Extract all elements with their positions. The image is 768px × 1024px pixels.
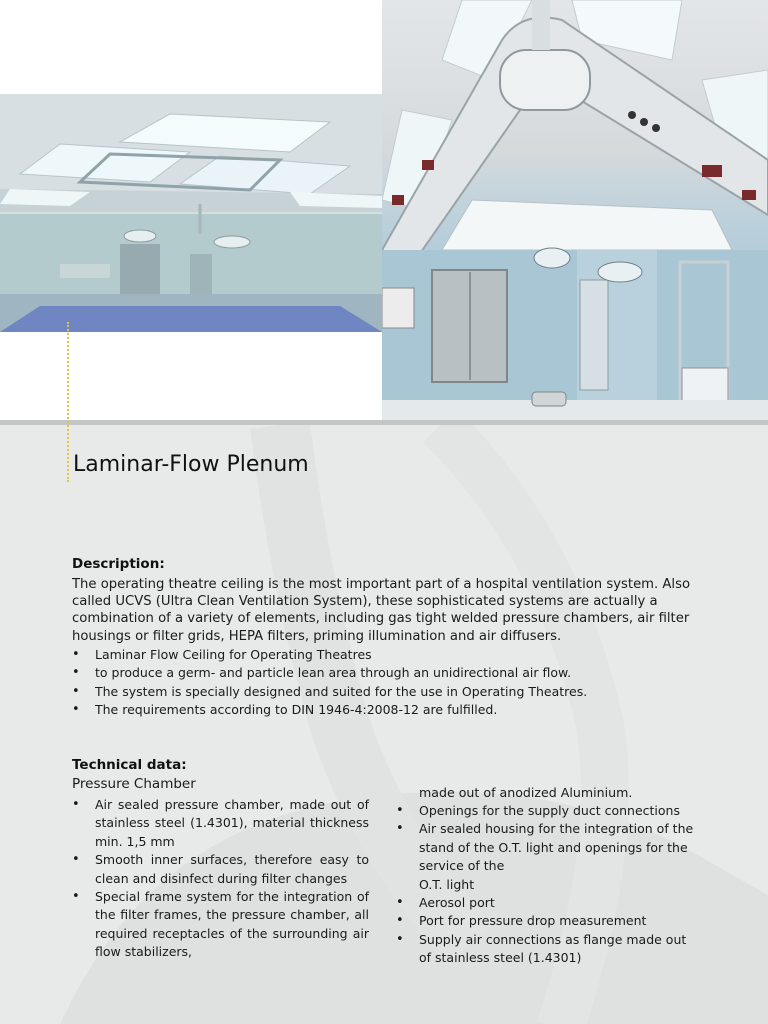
description-bullet-list bbox=[72, 646, 712, 720]
list-item: • Air sealed housing for the integration of the stand of the O.T. light and openings for the service of the O.T. light bbox=[396, 820, 696, 894]
technical-right-list bbox=[396, 802, 696, 968]
list-item: • The system is specially designed and suited for the use in Operating Theatres. bbox=[72, 683, 712, 701]
operating-theatre-ceiling-photo-icon bbox=[382, 0, 768, 420]
operating-theatre-wide-photo bbox=[0, 94, 382, 332]
list-item: • The requirements according to DIN 1946-4:2008-12 are fulfilled. bbox=[72, 701, 712, 719]
list-item: • Special frame system for the integration of the filter frames, the pressure chamber, all required receptacles of the surrounding air flow stabilizers, bbox=[72, 888, 369, 962]
list-item: • to produce a germ- and particle lean area through an unidirectional air flow. bbox=[72, 664, 712, 682]
page-title: Laminar-Flow Plenum bbox=[73, 452, 309, 477]
operating-theatre-ceiling-photo bbox=[382, 0, 768, 420]
accent-dotted-line bbox=[67, 322, 69, 482]
description-paragraph: The operating theatre ceiling is the most important part of a hospital ventilation system. Also called UCVS (Ultra Clean Ventilation System), these sophisticated systems are actually a combination of a variety of elements, including gas tight welded pressure chambers, air filter housings or filter grids, HEPA filters, priming illumination and air diffusers. bbox=[72, 577, 691, 644]
list-item: • Openings for the supply duct connections bbox=[396, 802, 696, 820]
list-item: • Air sealed pressure chamber, made out of stainless steel (1.4301), material thickness min. 1,5 mm bbox=[72, 796, 369, 851]
pressure-chamber-subheading: Pressure Chamber bbox=[72, 776, 196, 792]
list-item: • Supply air connections as flange made out of stainless steel (1.4301) bbox=[396, 931, 696, 968]
list-item: • Smooth inner surfaces, therefore easy to clean and disinfect during filter changes bbox=[72, 851, 369, 888]
operating-theatre-ceiling-photo-icon bbox=[0, 94, 382, 332]
technical-right-lead: made out of anodized Aluminium. bbox=[419, 785, 633, 800]
list-item: • Port for pressure drop measurement bbox=[396, 912, 696, 930]
technical-left-list bbox=[72, 796, 369, 962]
list-item: • Laminar Flow Ceiling for Operating Theatres bbox=[72, 646, 712, 664]
technical-data-heading: Technical data: bbox=[72, 757, 187, 773]
list-item: • Aerosol port bbox=[396, 894, 696, 912]
description-heading: Description: bbox=[72, 556, 165, 572]
